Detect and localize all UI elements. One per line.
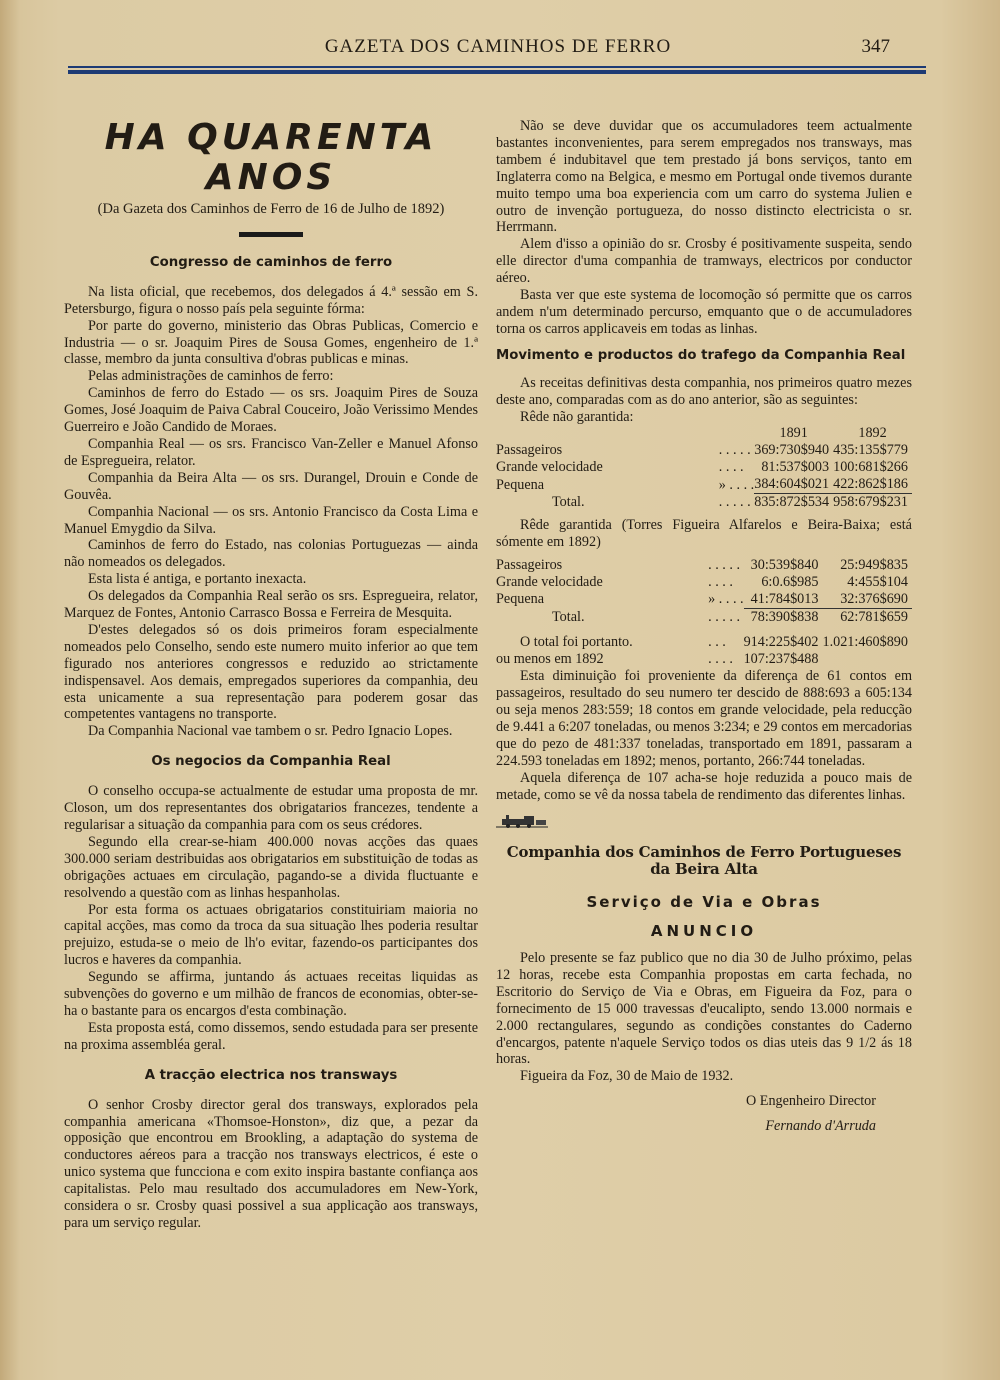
advert-body: Pelo presente se faz publico que no dia 30 de Julho próximo, pelas 12 horas, recebe esta Companhia propostas em carta fechada, no Escritorio do Serviço de Via e Obras, em Figueira da Foz, para o fornecimento de 15 000 travessas d'eucalipto, sendo 13.000 normais e 2.000 rectangulares, segundo as condições constantes do Caderno d'encargos, patente n'aquele Serviço todos os dias uteis das 9 1/2 ás 18 horas. [496,950,912,1068]
section-heading-movimento: Movimento e productos do trafego da Companhia Real [496,347,906,363]
cell-1892: 422:862$186 [833,476,908,493]
cell-1891: 835:872$534 [754,494,833,512]
table-caption: Rêde garantida (Torres Figueira Alfarelos e Beira-Baixa; está sómente em 1892) [496,517,912,551]
page-header [68,30,928,70]
row-label: O total foi portanto. [520,634,633,651]
row-label: Passageiros [496,442,563,459]
paragraph: Por parte do governo, ministerio das Obras Publicas, Comercio e Industria — o sr. Joaquim Pires de Sousa Gomes, engenheiro de 1.ª classe, membro da junta consultiva d'obras publicas e minas. [64,317,478,368]
row-leader: . . . [708,634,726,651]
row-leader: » . . . . [708,591,744,608]
row-label: Total. [552,494,585,511]
row-leader: . . . . . [708,608,741,625]
cell-1891: 369:730$940 [754,442,830,459]
row-leader: » . . . . [718,476,755,493]
row-leader: . . . . [708,651,733,668]
left-column [64,118,478,1232]
table-row [496,634,912,651]
paragraph: Companhia da Beira Alta — os srs. Durangel, Drouin e Conde de Gouvêa. [64,469,478,503]
paragraph: Na lista oficial, que recebemos, dos delegados á 4.ª sessão em S. Petersburgo, figura o nosso país pela seguinte fórma: [64,283,478,317]
cell-1891: 78:390$838 [744,609,823,627]
row-leader: . . . . [718,459,744,476]
paragraph: Da Companhia Nacional vae tambem o sr. Pedro Ignacio Lopes. [88,723,453,740]
cell-1891: 41:784$013 [750,591,819,608]
paragraph: O conselho occupa-se actualmente de estudar uma proposta de mr. Closon, um dos representantes dos obrigatarios francezes, tendente a regularisar a situação da companhia para com os seus crédores. [64,783,478,833]
header-rule-thick [68,70,926,74]
right-column [496,118,912,1135]
paragraph: Caminhos de ferro do Estado — os srs. Joaquim Pires de Souza Gomes, José Joaquim de Paiva Cabral Couceiro, João Verissimo Mendes Guerreiro e João Candido de Moraes. [64,385,478,436]
table-header-row [496,425,912,442]
page-number: 347 [861,36,890,57]
table-row [496,442,912,459]
paragraph: Companhia Nacional — os srs. Antonio Francisco da Costa Lima e Manuel Emygdio da Silva. [64,503,478,537]
advert-signatory-name: Fernando d'Arruda [765,1118,876,1135]
row-label: Pequena [496,591,545,608]
paragraph: Segundo ella crear-se-hiam 400.000 novas acções das quaes 300.000 seriam destribuidas aos obrigatarios em substituição de todas as obrigações actuaes em circulação, pagando-se a divida fluctuante e resolvendo a questão com as linhas hespanholas. [64,833,478,901]
paragraph: Basta ver que este systema de locomoção só permitte que os carros andem n'um determinado percurso, emquanto que o de accumuladores torna os carros applicaveis em todas as linhas. [496,287,912,337]
cell-1892: 25:949$835 [840,557,908,574]
cell-1892: 1.021:460$890 [822,634,908,651]
cell-1892: 435:135$779 [833,442,908,459]
cell-1892: 4:455$104 [847,574,908,591]
paragraph: Os delegados da Companhia Real serão os srs. Espregueira, relator, Marquez de Fontes, Antonio Carrasco Bossa e Ferreira de Mesquita. [64,588,478,622]
table-total-row [496,609,912,627]
table-row [496,591,912,609]
table-row [496,459,912,476]
table-row [496,574,912,591]
header-rule-thin [68,66,926,68]
advert-company-name: Companhia dos Caminhos de Ferro Portugueses da Beira Alta [506,843,902,879]
title-divider [239,232,303,237]
section-heading-negocios: Os negocios da Companhia Real [151,754,391,770]
advert-service: Serviço de Via e Obras [586,893,822,912]
row-label: Pequena [496,476,545,493]
cell-1891: 384:604$021 [754,476,830,493]
table-row [496,557,912,574]
paragraph: Caminhos de ferro do Estado, nas colonias Portuguezas — ainda não nomeados os delegados. [64,537,478,571]
row-label: Grande velocidade [496,574,603,591]
table-total-row [496,494,912,512]
row-label: ou menos em 1892 [496,651,604,668]
row-label: Grande velocidade [496,459,603,476]
paragraph: Alem d'isso a opinião do sr. Crosby é positivamente suspeita, sendo elle director d'uma companhia de tramways, electricos por conductor aéreo. [496,236,912,287]
article-title: HA QUARENTA ANOS [104,117,438,198]
revenue-table-guaranteed [496,557,912,668]
table-row [496,476,912,494]
paragraph: Aquela diferença de 107 acha-se hoje reduzida a pouco mais de metade, como se vê da nossa tabela de rendimento das diferentes linhas. [496,769,912,803]
paragraph: Esta diminuição foi proveniente da diferença de 61 contos em passageiros, resultado do seu numero ter descido de 888:693 a 605:134 ou seja menos 283:559; 18 contos em grande velocidade, pela reducção de 9.441 a 6:207 toneladas, ou menos 3:234; e 29 contos em mercadorias que do pezo de 481:337 toneladas, transportado em 1891, passaram a 224.593 toneladas em 1892; menos, portanto, 266:744 toneladas. [496,668,912,769]
cell-1891: 107:237$488 [743,651,819,668]
row-leader: . . . . . [718,442,751,459]
cell-1891: 30:539$840 [750,557,819,574]
advert-signatory-title: O Engenheiro Director [745,1093,876,1110]
locomotive-ornament-icon [496,813,548,829]
year-header: 1892 [858,425,887,442]
row-leader: . . . . . [718,494,751,511]
advert-notice-heading: ANUNCIO [650,922,758,941]
paragraph: Por esta forma os actuaes obrigatarios constituiriam maioria no capital acções, mas como da troca da sua situação lhes poderia resultar prejuizo, estuda-se o meio de lh'o evitar, fazendo-os participantes dos lucros e haveres da companhia. [64,901,478,969]
cell-1892 [822,651,912,668]
paragraph: Pelas administrações de caminhos de ferro: [88,368,334,385]
paragraph: Segundo se affirma, juntando ás actuaes receitas liquidas as subvenções do governo e um milhão de francos de economias, obter-se-ha o bastante para os encargos d'esta combinação. [64,969,478,1019]
table-row [496,651,912,668]
row-leader: . . . . . [708,557,741,574]
section-heading-traccao: A tracção electrica nos transways [144,1067,398,1083]
article-source: (Da Gazeta dos Caminhos de Ferro de 16 de Julho de 1892) [97,201,445,217]
row-leader: . . . . [708,574,733,591]
paragraph: As receitas definitivas desta companhia, nos primeiros quatro mezes deste ano, comparadas com as do ano anterior, são as seguintes: [496,374,912,408]
paragraph: Não se deve duvidar que os accumuladores teem actualmente bastantes inconvenientes, para serem empregados nos transways, mas tambem é indubitavel que tem prestado já bons serviços, tanto em Inglaterra como na Belgica, e mesmo em Portugal onde tivemos durante muito tempo uma boa experiencia com um carro do systema Julien e outro de invenção portugueza, do nosso distincto electricista o sr. Herrmann. [496,118,912,236]
advert-place-date: Figueira da Foz, 30 de Maio de 1932. [520,1068,734,1085]
cell-1892: 100:681$266 [833,459,908,476]
cell-1892: 32:376$690 [840,591,908,608]
cell-1892: 958:679$231 [833,494,912,512]
paragraph: Companhia Real — os srs. Francisco Van-Zeller e Manuel Afonso de Espregueira, relator. [64,435,478,469]
cell-1891: 914:225$402 [743,634,819,651]
year-header: 1891 [779,425,808,442]
cell-1892: 62:781$659 [822,609,912,627]
row-label: Passageiros [496,557,563,574]
paragraph: D'estes delegados só os dois primeiros foram especialmente nomeados pelo Conselho, sendo este numero muito inferior ao que tem figurado nos anteriores congressos e reduzido ao strictamente indispensavel. Aos demais, empregados superiores da companhia, deu esta unicamente a sua representação para poderem gosar das competentes vantagens no transporte. [64,621,478,723]
paragraph: Esta proposta está, como dissemos, sendo estudada para ser presente na proxima assembléa geral. [64,1019,478,1053]
revenue-table-unguaranteed [496,425,912,511]
table-caption: Rêde não garantida: [520,408,634,425]
cell-1891: 6:0.6$985 [761,574,819,591]
section-heading-congresso: Congresso de caminhos de ferro [149,254,393,270]
running-title: GAZETA DOS CAMINHOS DE FERRO [324,36,672,57]
row-label: Total. [552,608,585,625]
paragraph: Esta lista é antiga, e portanto inexacta. [88,571,307,588]
cell-1891: 81:537$003 [761,459,830,476]
paragraph: O senhor Crosby director geral dos transways, explorados pela companhia americana «Thomsoe-Honston», diz que, a pezar da opposição que encontrou em Brookling, a adaptação do systema de conductores aéreos para a tracção nos transways electricos, é este o unico systema que funcciona e com exito inspira bastante confiança aos capitalistas. Pelo mau resultado dos accumuladores em New-York, considera o sr. Crosby quasi possivel a sua applicação aos transways, para um serviço regular. [64,1096,478,1231]
